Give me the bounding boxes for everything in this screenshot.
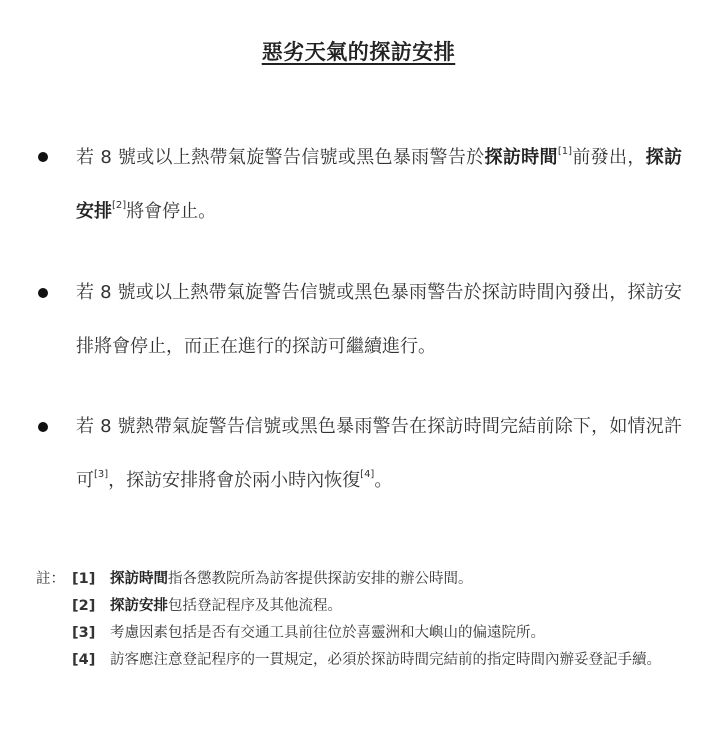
arrangement-item-3 (76, 400, 682, 508)
bullet-point-icon (38, 288, 48, 298)
footnote-number: [2] (72, 598, 96, 614)
footnote-ref: [4] (360, 469, 375, 480)
item-bold-term: 探訪安排 (76, 147, 683, 222)
footnote-ref: [1] (557, 146, 573, 157)
footnote-body: 包括登記程序及其他流程。 (168, 598, 342, 614)
footnote-ref: [3] (94, 469, 109, 480)
item-text: 若 8 號或以上熱帶氣旋警告信號或黑色暴雨警告於探訪時間內發出，探訪安排將會停止，而正在進行的探訪可繼續進行。 (76, 282, 682, 357)
footnote-body: 考慮因素包括是否有交通工具前往位於喜靈洲和大嶼山的偏遠院所。 (110, 625, 545, 641)
page-title: 惡劣天氣的探訪安排 (261, 40, 456, 64)
arrangement-item-2 (76, 266, 682, 374)
bullet-point-icon (38, 422, 48, 432)
footnotes (36, 566, 686, 674)
arrangement-item-1 (76, 131, 682, 239)
footnote-term: 探訪時間 (110, 571, 168, 587)
item-text: 。 (374, 470, 393, 491)
footnote-term: 探訪安排 (110, 598, 168, 614)
item-text: 若 8 號熱帶氣旋警告信號或黑色暴雨警告在探訪時間完結前除下，如情況許可 (76, 416, 682, 491)
footnote-body: 指各懲教院所為訪客提供探訪安排的辦公時間。 (168, 571, 473, 587)
footnote-text (110, 647, 686, 674)
footnote-text (110, 593, 686, 620)
item-bold-term: 探訪時間 (484, 147, 558, 168)
item-text: 將會停止。 (126, 201, 217, 222)
item-text: 若 8 號或以上熱帶氣旋警告信號或黑色暴雨警告於 (76, 147, 485, 168)
footnote-body: 訪客應注意登記程序的一貫規定，必須於探訪時間完結前的指定時間內辦妥登記手續。 (110, 652, 661, 668)
footnote-number: [3] (72, 625, 96, 641)
footnote-item (36, 593, 686, 620)
footnote-number: [1] (72, 571, 96, 587)
notes-prefix: 註： (36, 571, 65, 587)
bullet-point-icon (38, 152, 48, 162)
footnote-item (36, 566, 686, 593)
footnote-item (36, 647, 686, 674)
item-text: ，探訪安排將會於兩小時內恢復 (108, 470, 361, 491)
item-text: 前發出， (572, 147, 646, 168)
footnote-item (36, 620, 686, 647)
footnote-text (110, 620, 686, 647)
footnote-text (110, 566, 686, 593)
footnote-number: [4] (72, 652, 96, 668)
footnote-ref: [2] (112, 200, 127, 211)
